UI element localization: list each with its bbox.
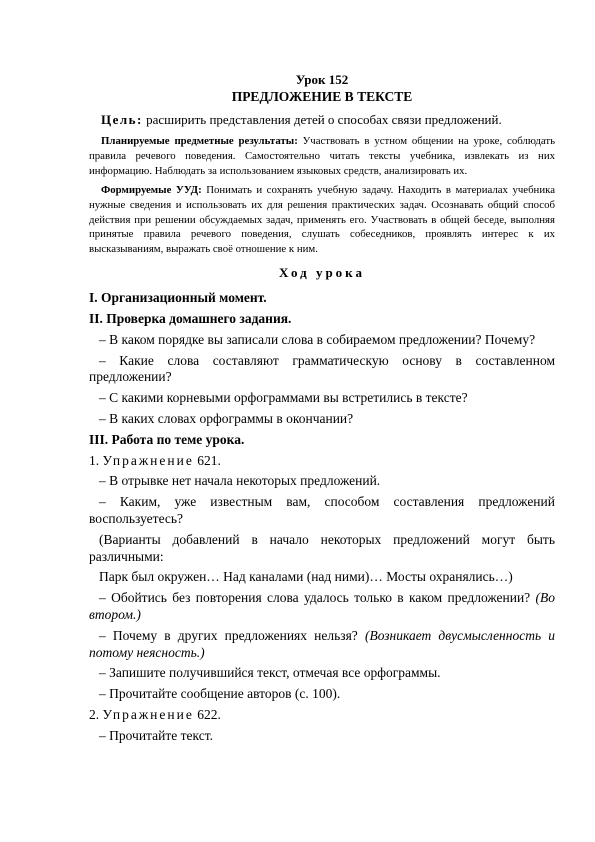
uud-label: Формируемые УУД: (101, 183, 202, 196)
planned-label: Планируемые предметные результаты: (101, 135, 298, 147)
section-homework-check: II. Проверка домашнего задания. (89, 311, 292, 327)
goal-text: расширить представления детей о способах связи предложений. (142, 112, 502, 127)
exercise-1-line (89, 590, 555, 624)
answer-text: (Возникает двусмысленность и потому неясность.) (89, 627, 555, 660)
section-organizational: I. Организационный момент. (89, 290, 267, 306)
homework-question: – В каком порядке вы записали слова в собираемом предложении? Почему? (99, 331, 536, 347)
exercise-2-line: – Прочитайте текст. (99, 727, 213, 743)
planned-text: Участвовать в устном общении на уроке, соблюдать правила речевого поведения. Самостоятельно читать тексты учебника, извлекать из них информацию. Наблюдать за использованием языковых средств, анализировать их. (89, 135, 555, 177)
planned-results (89, 134, 555, 179)
uud-block (89, 183, 555, 258)
question-text: – Обойтись без повторения слова удалось только в каком предложении? (99, 590, 536, 606)
question-text: – Почему в других предложениях нельзя? (99, 627, 365, 643)
exercise-1-heading (89, 453, 555, 470)
exercise-1-line: Парк был окружен… Над каналами (над ними)… Мосты охранялись…) (99, 569, 513, 585)
exercise-1-line (89, 628, 555, 662)
exercise-2-label: Упражнение (102, 706, 194, 722)
homework-question: – С какими корневыми орфограммами вы встретились в тексте? (99, 390, 468, 406)
answer-text: (Во втором.) (89, 590, 555, 622)
exercise-1-line: – Запишите получившийся текст, отмечая все орфограммы. (99, 665, 441, 681)
exercise-2-heading (89, 707, 555, 724)
lesson-goal (89, 111, 555, 128)
lesson-number: Урок 152 (295, 72, 349, 87)
exercise-1-line: – Прочитайте сообщение авторов (с. 100). (99, 686, 341, 702)
lesson-topic: ПРЕДЛОЖЕНИЕ В ТЕКСТЕ (231, 89, 413, 104)
homework-question: – Какие слова составляют грамматическую основу в составленном предложении? (89, 352, 555, 385)
document-page (89, 70, 555, 749)
uud-text: Понимать и сохранять учебную задачу. Находить в материалах учебника нужные сведения и использовать их для решения практических задач. Осознавать общий способ действия при решении обсуждаемых задач, применять его. Участвовать в общей беседе, выполняя принятые правила речевого поведения, слушать собеседников, проявлять интерес к их высказываниям, выражать своё отношение к ним. (89, 183, 555, 256)
section-lesson-work: III. Работа по теме урока. (89, 431, 245, 447)
exercise-2-num: 622. (197, 706, 221, 722)
exercise-1-number: 1. (89, 452, 100, 468)
goal-label: Цель: (101, 112, 143, 127)
course-heading: Ход урока (279, 265, 365, 281)
exercise-2-number: 2. (89, 706, 100, 722)
homework-question: – В каких словах орфограммы в окончании? (99, 411, 354, 427)
exercise-1-num: 621. (197, 452, 221, 468)
exercise-1-line: – Каким, уже известным вам, способом составления предложений воспользуетесь? (89, 494, 555, 527)
exercise-1-line: (Варианты добавлений в начало некоторых предложений могут быть различными: (89, 531, 555, 564)
exercise-1-line: – В отрывке нет начала некоторых предложений. (99, 473, 381, 489)
exercise-1-label: Упражнение (102, 452, 194, 468)
